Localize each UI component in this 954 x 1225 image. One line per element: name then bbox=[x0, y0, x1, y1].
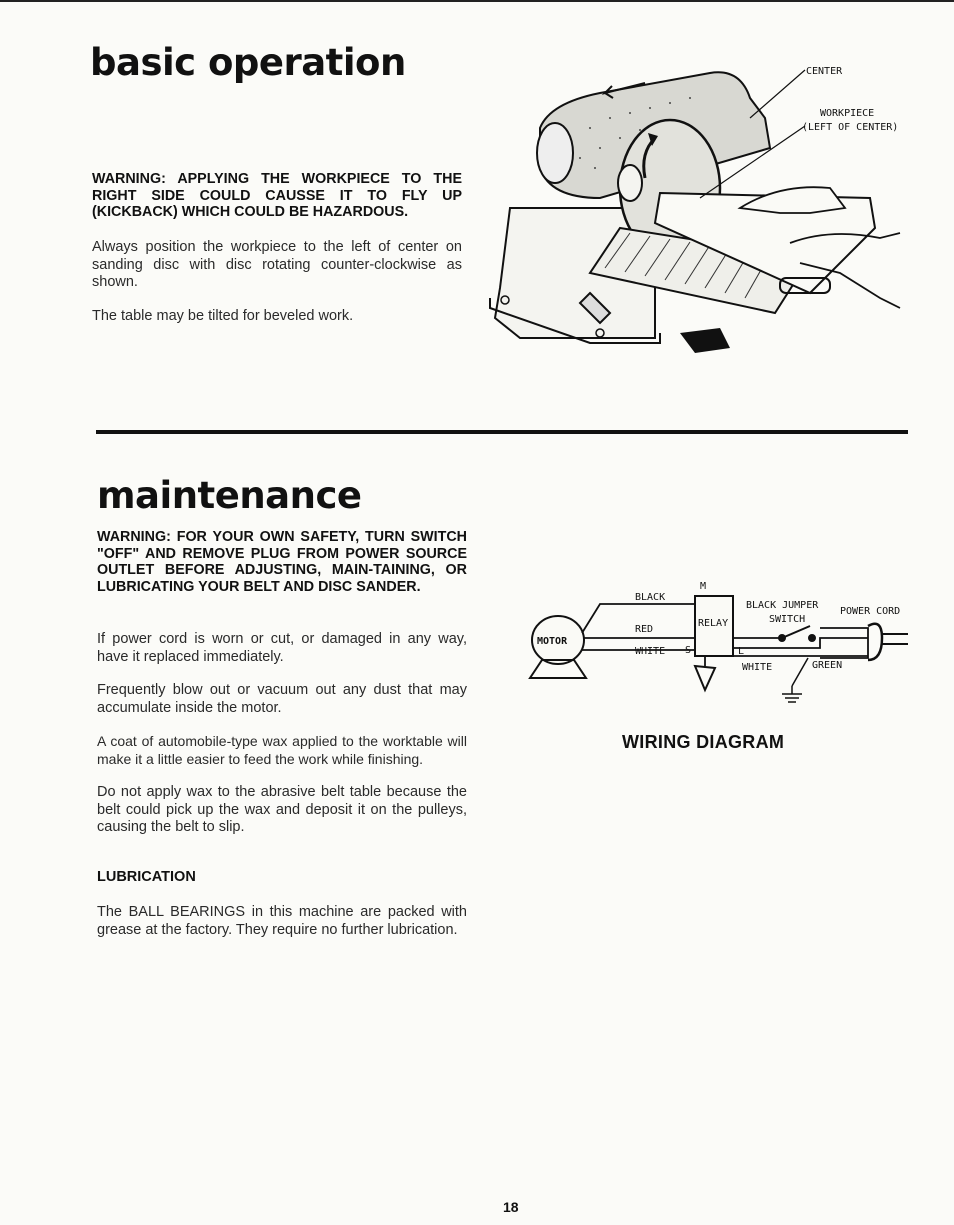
section-divider bbox=[96, 430, 908, 434]
label-motor: MOTOR bbox=[537, 636, 568, 647]
maintenance-paragraph-3: A coat of automobile-type wax applied to the worktable will make it a little easier to feed the work while finishing. bbox=[97, 733, 467, 767]
belt-disc-sander-illustration bbox=[480, 58, 920, 363]
maintenance-paragraph-2: Frequently blow out or vacuum out any dust that may accumulate inside the motor. bbox=[97, 682, 467, 716]
label-white-left: WHITE bbox=[635, 646, 666, 657]
wiring-diagram bbox=[520, 578, 930, 708]
maintenance-paragraph-1: If power cord is worn or cut, or damaged in any way, have it replaced immediately. bbox=[97, 631, 467, 665]
label-switch: SWITCH bbox=[769, 614, 806, 625]
section-title-basic-operation: basic operation bbox=[90, 41, 406, 84]
label-black-jumper: BLACK JUMPER bbox=[746, 600, 819, 611]
basic-operation-paragraph-1: Always position the workpiece to the left of center on sanding disc with disc rotating counter-clockwise as shown. bbox=[92, 239, 462, 290]
maintenance-paragraph-4: Do not apply wax to the abrasive belt table because the belt could pick up the wax and deposit it on the pulleys, causing the belt to slip. bbox=[97, 784, 467, 835]
top-rule bbox=[0, 0, 954, 2]
label-red: RED bbox=[635, 624, 654, 635]
label-m: M bbox=[700, 581, 707, 592]
power-plug-icon bbox=[868, 624, 882, 660]
label-power-cord: POWER CORD bbox=[840, 606, 901, 617]
section-title-maintenance: maintenance bbox=[97, 474, 362, 517]
page-number: 18 bbox=[503, 1199, 519, 1215]
lubrication-text: The BALL BEARINGS in this machine are packed with grease at the factory. They require no further lubrication. bbox=[97, 904, 467, 938]
label-center: CENTER bbox=[806, 66, 843, 77]
label-black: BLACK bbox=[635, 592, 666, 603]
label-workpiece: WORKPIECE bbox=[820, 108, 875, 119]
basic-operation-paragraph-2: The table may be tilted for beveled work. bbox=[92, 308, 354, 324]
label-relay: RELAY bbox=[698, 618, 729, 629]
label-l: L bbox=[738, 646, 745, 657]
hand-upper bbox=[740, 187, 845, 213]
label-green: GREEN bbox=[812, 660, 843, 671]
wiring-diagram-title: WIRING DIAGRAM bbox=[622, 732, 785, 752]
label-white-right: WHITE bbox=[742, 662, 773, 673]
basic-operation-warning: WARNING: APPLYING THE WORKPIECE TO THE RIGHT SIDE COULD CAUSSE IT TO FLY UP (KICKBACK) WHICH COULD BE HAZARDOUS. bbox=[92, 171, 462, 220]
lubrication-heading: LUBRICATION bbox=[97, 869, 196, 885]
label-s: S bbox=[685, 645, 692, 656]
maintenance-warning: WARNING: FOR YOUR OWN SAFETY, TURN SWITCH "OFF" AND REMOVE PLUG FROM POWER SOURCE OUTLET BEFORE ADJUSTING, MAIN-TAINING, OR LUBRICATING YOUR BELT AND DISC SANDER. bbox=[97, 529, 467, 595]
label-left-of-center: (LEFT OF CENTER) bbox=[802, 122, 899, 133]
